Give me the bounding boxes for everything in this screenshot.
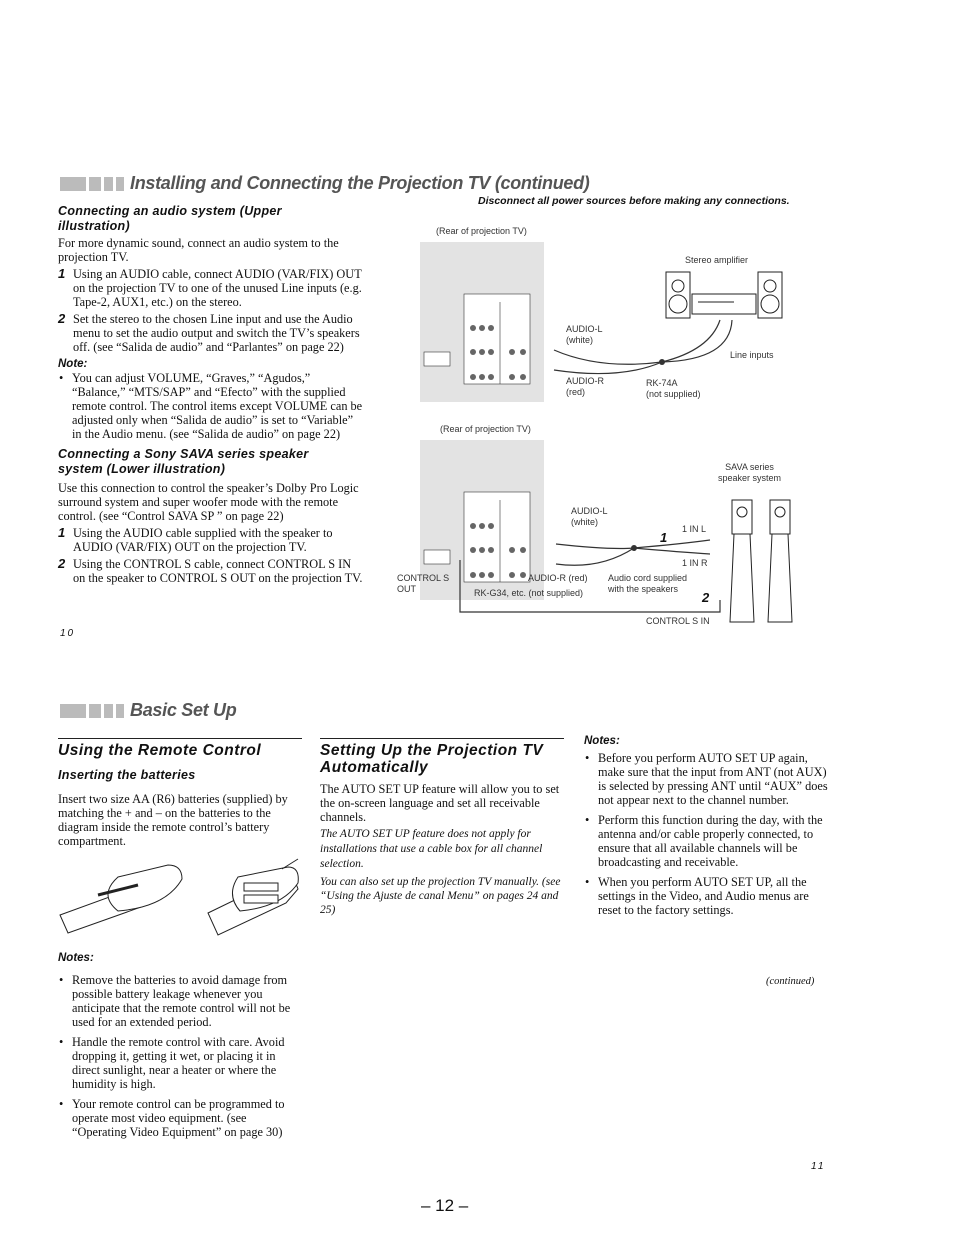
rear-label: (Rear of projection TV) bbox=[436, 226, 527, 236]
cable-supply: (not supplied) bbox=[646, 389, 701, 399]
note-item: • Before you perform AUTO SET UP again, make sure that the input from ANT (not AUX) is selected by pressing ANT until “AUX” does not appear next to the channel number. bbox=[584, 751, 828, 807]
step-number: 1 bbox=[58, 525, 66, 540]
audio-and-control-cables bbox=[380, 420, 840, 630]
notes-label: Notes: bbox=[58, 952, 94, 964]
sava-intro: Use this connection to control the speaker’s Dolby Pro Logic surround system and super woofer mode with the remote control. (see “Control SAVA SP ” on page 22) bbox=[58, 481, 359, 523]
batteries-heading: Inserting the batteries bbox=[58, 768, 196, 782]
page-number-right: 11 bbox=[811, 1161, 826, 1172]
audio-l-label bbox=[566, 324, 603, 346]
battery-illustration bbox=[58, 855, 308, 940]
audio-l-color: (white) bbox=[566, 335, 594, 345]
note-item: • Perform this function during the day, with the antenna and/or cable properly connected, to ensure that all available channels will be broadcasting and receivable. bbox=[584, 813, 828, 869]
section-decoration bbox=[60, 177, 124, 191]
cable-model: RK-74A bbox=[646, 378, 678, 388]
autosetup-notes bbox=[584, 735, 828, 923]
speaker-type: speaker system bbox=[718, 473, 782, 483]
step-text: Using the CONTROL S cable, connect CONTROL S IN on the speaker to CONTROL S OUT on the projection TV. bbox=[73, 557, 363, 585]
upper-illustration bbox=[380, 220, 840, 410]
autosetup-heading: Setting Up the Projection TV Automatically bbox=[320, 742, 544, 776]
audio-cord-text: Audio cord supplied bbox=[608, 573, 688, 583]
control-s-text: CONTROL S bbox=[397, 573, 450, 583]
sava-heading: Connecting a Sony SAVA series speaker system (Lower illustration) bbox=[58, 447, 309, 476]
sava-step-2 bbox=[58, 557, 364, 585]
autosetup-section bbox=[320, 742, 565, 917]
note-item: • You can adjust VOLUME, “Graves,” “Agudos,” “Balance,” “MTS/SAP” and “Efecto” with the supplied remote control. The control items except VOLUME can be adjusted only when “Salida de audio” is set to “Variable” in the Audio menu. (see “Salida de audio” on page 22) bbox=[58, 371, 364, 441]
cable-label bbox=[646, 378, 701, 400]
remote-heading: Using the Remote Control bbox=[58, 742, 262, 759]
note-label: Note: bbox=[58, 358, 88, 370]
note-item: • When you perform AUTO SET UP, all the settings in the Video, and Audio menus are reset to the factory settings. bbox=[584, 875, 828, 917]
rear-label: (Rear of projection TV) bbox=[440, 424, 531, 434]
note-item: • Remove the batteries to avoid damage from possible battery leakage whenever you anticipate that the remote control will not be used for an extended period. bbox=[58, 973, 302, 1029]
in-r-label: 1 IN R bbox=[682, 558, 708, 568]
control-cable-label: RK-G34, etc. (not supplied) bbox=[474, 588, 584, 598]
audio-l-color: (white) bbox=[571, 517, 599, 527]
audio-r-color: (red) bbox=[566, 387, 586, 397]
in-l-label: 1 IN L bbox=[682, 524, 707, 534]
step-2-marker: 2 bbox=[702, 590, 710, 605]
autosetup-italic-2: You can also set up the projection TV manually. (see “Using the Ajuste de canal Menu” on pages 24 and 25) bbox=[320, 876, 561, 916]
notes-list bbox=[584, 751, 828, 917]
speaker-series: SAVA series bbox=[725, 462, 774, 472]
step-text: Set the stereo to the chosen Line input and use the Audio menu to set the audio output and switch the TV’s speakers off. (see “Salida de audio” and “Parlantes” on page 22) bbox=[73, 312, 360, 354]
audio-step-1 bbox=[58, 267, 364, 309]
audio-intro: For more dynamic sound, connect an audio system to the projection TV. bbox=[58, 236, 339, 264]
audio-l-text: AUDIO-L bbox=[566, 324, 603, 334]
section-decoration bbox=[60, 704, 124, 718]
audio-r-label: AUDIO-R (red) bbox=[528, 573, 588, 583]
note-item: • Handle the remote control with care. Avoid dropping it, getting it wet, or placing it in direct sunlight, near a heater or where the humidity is high. bbox=[58, 1035, 302, 1091]
control-s-in-label: CONTROL S IN bbox=[646, 616, 710, 626]
divider bbox=[320, 738, 564, 739]
section-title: Basic Set Up bbox=[130, 700, 237, 720]
note-list bbox=[58, 371, 364, 441]
step-number: 2 bbox=[58, 556, 66, 571]
page-number-left: 10 bbox=[60, 628, 76, 639]
notes-list bbox=[58, 973, 302, 1139]
audio-l-label bbox=[571, 506, 608, 528]
audio-cable bbox=[380, 220, 840, 410]
audio-cord-label bbox=[608, 573, 687, 595]
step-text: Using the AUDIO cable supplied with the speaker to AUDIO (VAR/FIX) OUT on the projection TV. bbox=[73, 526, 333, 554]
control-s-out-text: OUT bbox=[397, 584, 416, 594]
continued-label: (continued) bbox=[766, 976, 815, 987]
autosetup-text: The AUTO SET UP feature will allow you to set the on-screen language and set all receivable channels. bbox=[320, 782, 560, 824]
line-inputs-label: Line inputs bbox=[730, 350, 774, 360]
batteries-text: Insert two size AA (R6) batteries (supplied) by matching the + and – on the batteries to the diagram inside the remote control’s battery compartment. bbox=[58, 792, 288, 848]
sava-step-1 bbox=[58, 526, 364, 554]
audio-r-text: AUDIO-R bbox=[566, 376, 604, 386]
step-text: Using an AUDIO cable, connect AUDIO (VAR/FIX) OUT on the projection TV to one of the unused Line inputs (e.g. Tape-2, AUX1, etc.) on the stereo. bbox=[73, 267, 362, 309]
lower-illustration bbox=[380, 420, 840, 630]
note-item: • Your remote control can be programmed to operate most video equipment. (see “Operating Video Equipment” on page 30) bbox=[58, 1097, 302, 1139]
control-s-out-label bbox=[397, 573, 449, 595]
amplifier-label: Stereo amplifier bbox=[685, 255, 749, 265]
section-title: Installing and Connecting the Projection TV (continued) bbox=[130, 173, 590, 193]
remote-notes bbox=[58, 952, 302, 1145]
audio-l-text: AUDIO-L bbox=[571, 506, 608, 516]
autosetup-italic-1: The AUTO SET UP feature does not apply for installations that use a cable box for all channel selection. bbox=[320, 828, 543, 870]
warning-text: Disconnect all power sources before making any connections. bbox=[478, 195, 790, 207]
step-number: 2 bbox=[58, 311, 66, 326]
footer-page-number: – 12 – bbox=[421, 1196, 469, 1215]
audio-section bbox=[58, 204, 364, 585]
audio-heading: Connecting an audio system (Upper illustration) bbox=[58, 204, 282, 233]
step-1-marker: 1 bbox=[660, 530, 668, 545]
audio-cord-supplied: with the speakers bbox=[608, 584, 679, 594]
divider bbox=[58, 738, 302, 739]
step-number: 1 bbox=[58, 266, 66, 281]
audio-r-label bbox=[566, 376, 604, 398]
audio-step-2 bbox=[58, 312, 364, 354]
notes-label: Notes: bbox=[584, 735, 620, 747]
remote-section bbox=[58, 742, 302, 848]
